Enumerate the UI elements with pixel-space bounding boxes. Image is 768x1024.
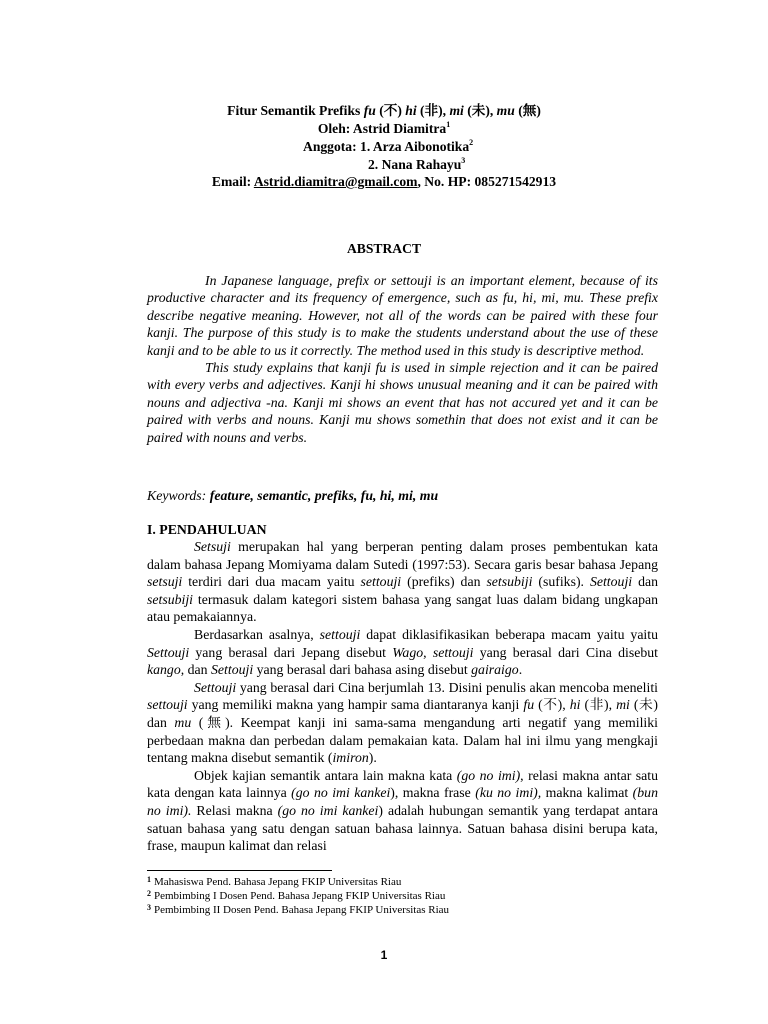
italic-term: hi xyxy=(569,697,581,713)
body-paragraph: Setsuji merupakan hal yang berperan penting dalam proses pembentukan kata dalam bahasa Jepang Momiyama dalam Sutedi (1997:53). Secara garis besar bahasa Jepang setsuji terdiri dari dua macam yaitu settouji (prefiks) dan setsubiji (sufiks). Settouji dan setsubiji termasuk dalam kategori sistem bahasa yang sangat luas dalam bidang ungkapan atau pemakaiannya. xyxy=(147,539,658,625)
footnote: $^1$ Mahasiswa Pend. Bahasa Jepang FKIP Universitas Riau xyxy=(147,875,402,888)
body-paragraph: Berdasarkan asalnya, settouji dapat diklasifikasikan beberapa macam yaitu yaitu Settouji yang berasal dari Jepang disebut Wago, settouji yang berasal dari Cina disebut kango, dan Settouji yang berasal dari bahasa asing disebut gairaigo. xyxy=(147,626,659,678)
italic-term: Settouji xyxy=(589,574,633,590)
italic-term: settouji xyxy=(319,626,361,642)
italic-term: (go no imi) xyxy=(456,767,521,783)
author-line: Oleh: Astrid Diamitra$^1$ xyxy=(317,120,451,136)
italic-term: settouji xyxy=(432,644,474,660)
section-heading: I. PENDAHULUAN xyxy=(147,522,267,537)
italic-term: gairaigo xyxy=(471,662,519,678)
footnote-divider xyxy=(147,870,332,871)
italic-term: Wago xyxy=(392,644,424,660)
italic-term: (go no imi kankei xyxy=(277,802,379,818)
member-line-1: Anggota: 1. Arza Aibonotika$^2$ xyxy=(303,138,474,154)
section-body xyxy=(147,538,658,855)
contact-line: Email: Astrid.diamitra@gmail.com, No. HP: 085271542913 xyxy=(211,174,557,189)
abstract-paragraph: This study explains that kanji fu is used in simple rejection and it can be paired with every verbs and adjectives. Kanji hi shows unusual meaning and it can be paired with nouns and adjectiva -na. Kanji mi shows an event that has not accured yet and it can be paired with verbs and nouns. Kanji mu shows somethin that does not exist and it can be paired with nouns and verbs. xyxy=(147,360,658,445)
footnote: $^3$ Pembimbing II Dosen Pend. Bahasa Jepang FKIP Universitas Riau xyxy=(147,903,450,916)
italic-term: mi xyxy=(616,697,630,713)
italic-term: kango xyxy=(147,662,181,678)
italic-term: Settouji xyxy=(194,679,237,695)
member-line-2: 2. Nana Rahayu$^3$ xyxy=(368,156,466,172)
italic-term: (ku no imi), xyxy=(475,785,542,801)
abstract-paragraph: In Japanese language, prefix or settouji is an important element, because of its productive character and its frequency of emergence, such as fu, hi, mi, mu. These prefix describe negative meaning. However, not all of the words can be paired with these four kanji. The purpose of this study is to make the students understand about the use of these kanji and to be able to us it correctly. The method used in this study is descriptive method. xyxy=(147,273,658,358)
keywords: Keywords: feature, semantic, prefiks, fu, hi, mi, mu xyxy=(147,488,439,503)
italic-term: Settouji xyxy=(211,662,254,678)
paper-title: Fitur Semantik Prefiks fu (不) hi (非), mi (未), mu (無) xyxy=(227,103,541,118)
italic-term: setsuji xyxy=(147,574,183,590)
abstract-heading: ABSTRACT xyxy=(346,241,422,256)
italic-term: Settouji xyxy=(147,644,190,660)
italic-term: (bun no imi). xyxy=(147,785,658,818)
italic-term: fu xyxy=(523,697,535,713)
italic-term: setsubiji xyxy=(486,574,533,590)
body-paragraph: Settouji yang berasal dari Cina berjumlah 13. Disini penulis akan mencoba meneliti settouji yang memiliki makna yang hampir sama diantaranya kanji fu (不), hi (非), mi (未) dan mu (無). Keempat kanji ini sama-sama mengandung arti negatif yang memiliki perbedaan makna dan perbedan dalam pemakaian kata. Dalam hal ini ilmu yang mengkaji tentang makna disebut semantik (imiron). xyxy=(147,679,659,766)
email-link[interactable]: Astrid.diamitra@gmail.com xyxy=(253,174,418,189)
page-number: 1 xyxy=(380,948,388,962)
italic-term: (go no imi kankei xyxy=(291,785,391,801)
body-paragraph: Objek kajian semantik antara lain makna kata (go no imi), relasi makna antar satu kata dengan kata lainnya (go no imi kankei), makna frase (ku no imi), makna kalimat (bun no imi). Relasi makna (go no imi kankei) adalah hubungan semantik yang terdapat antara satuan bahasa yang satu dengan satuan bahasa lainnya. Satuan bahasa disini berupa kata, frase, maupun kalimat dan relasi xyxy=(147,767,659,854)
italic-term: settouji xyxy=(360,574,402,590)
footnote: $^2$ Pembimbing I Dosen Pend. Bahasa Jepang FKIP Universitas Riau xyxy=(147,889,446,902)
italic-term: Setsuji xyxy=(194,539,231,554)
abstract-body xyxy=(147,272,658,446)
italic-term: imiron xyxy=(332,750,369,766)
italic-term: mu xyxy=(174,714,192,730)
italic-term: setsubiji xyxy=(147,591,193,607)
italic-term: settouji xyxy=(147,697,188,713)
